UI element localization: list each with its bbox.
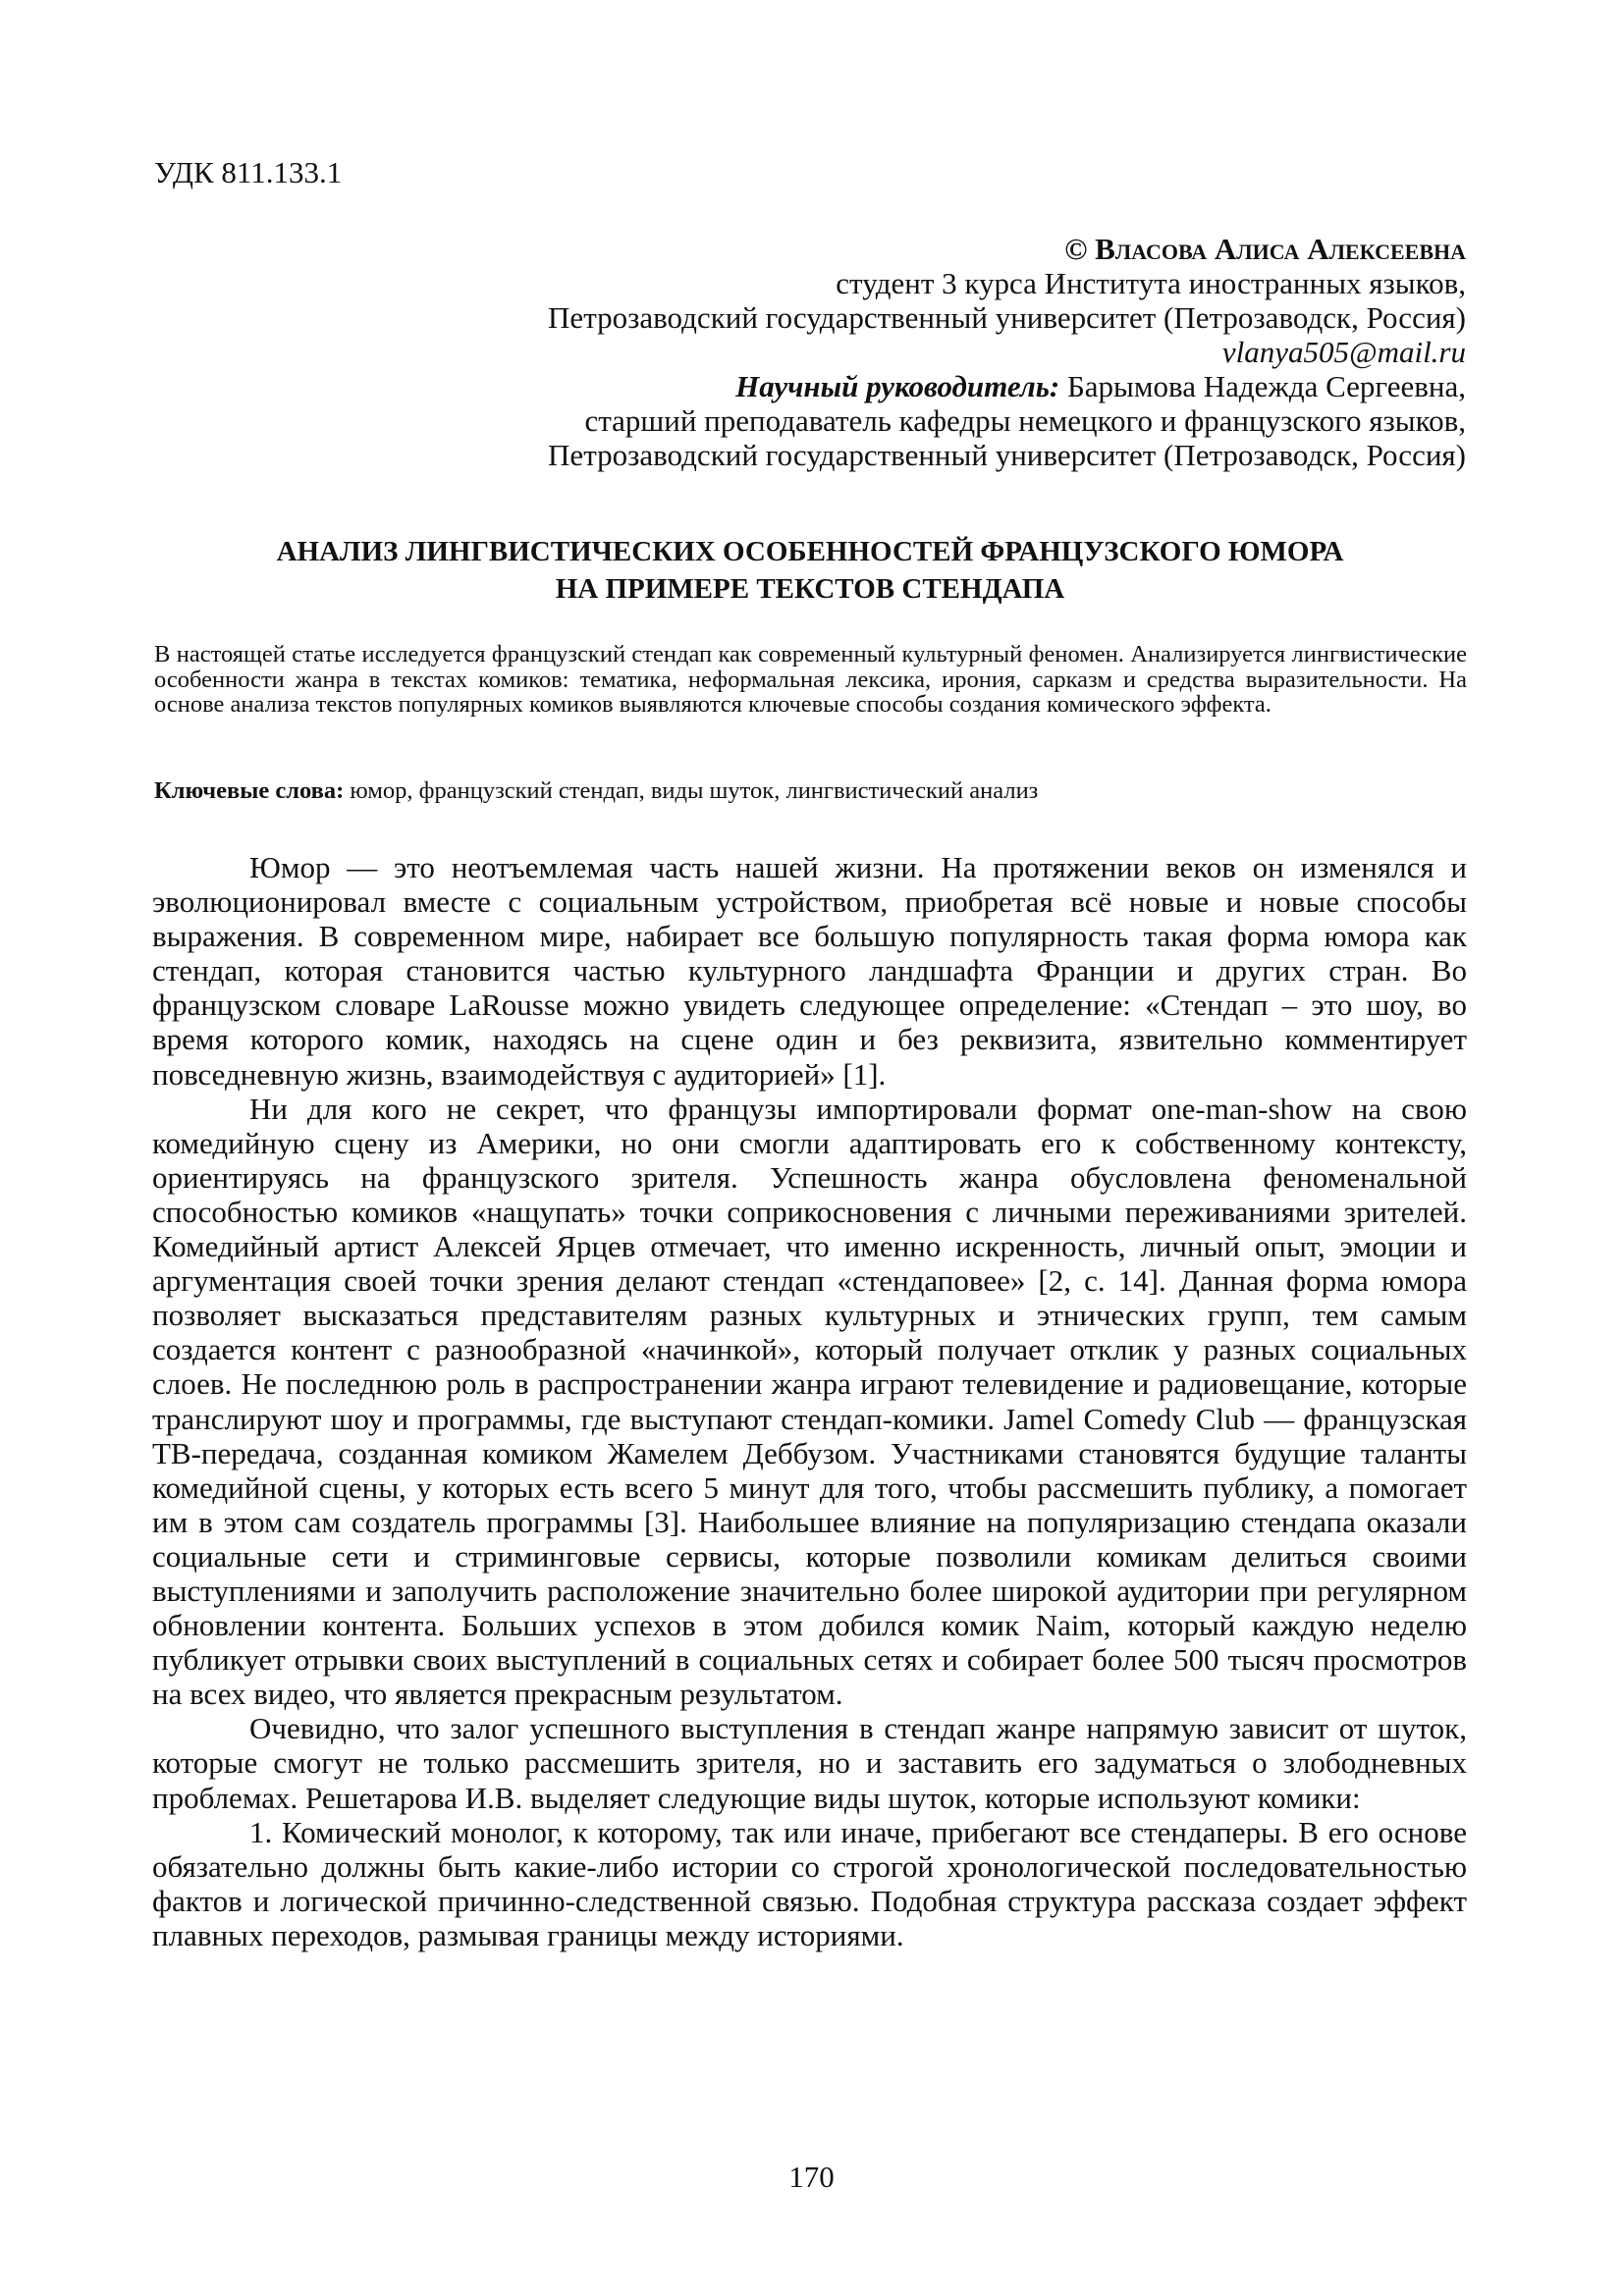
title-line-2: НА ПРИМЕРЕ ТЕКСТОВ СТЕНДАПА [555,573,1065,605]
body-list-item-1: 1. Комический монолог, к которому, так или иначе, прибегают все стендаперы. В его основе обязательно должны быть какие-либо истории со строгой хронологической последовательностью фактов и логической причинно-следственной связью. Подобная структура рассказа создает эффект плавных переходов, размывая границы между историями. [152,1814,1467,1952]
title-line-1: АНАЛИЗ ЛИНГВИСТИЧЕСКИХ ОСОБЕННОСТЕЙ ФРАНЦУЗСКОГО ЮМОРА [276,536,1344,567]
author-affiliation: Петрозаводский государственный университет (Петрозаводск, Россия) [548,300,1466,335]
author-position: студент 3 курса Института иностранных языков, [836,266,1466,300]
abstract: В настоящей статье исследуется французский стендап как современный культурный феномен. Анализируется лингвистические особенности жанра в текстах комиков: тематика, неформальная лексика, ирония, сарказм и средства выразительности. На основе анализа текстов популярных комиков выявляются ключевые способы создания комического эффекта. [154,641,1467,718]
body-paragraph-3: Очевидно, что залог успешного выступления в стендап жанре напрямую зависит от шуток, которые смогут не только рассмешить зрителя, но и заставить его задуматься о злободневных проблемах. Решетарова И.В. выделяет следующие виды шуток, которые используют комики: [152,1711,1467,1815]
author-block [288,232,1466,472]
supervisor-label: Научный руководитель: [735,369,1060,403]
keywords [154,778,1467,804]
supervisor-position: старший преподаватель кафедры немецкого и французского языков, [584,403,1466,438]
udk-code: УДК 811.133.1 [154,155,343,189]
keywords-label: Ключевые слова: [154,777,345,804]
keywords-list: юмор, французский стендап, виды шуток, лингвистический анализ [344,777,1039,804]
article-title [152,533,1468,608]
supervisor-affiliation: Петрозаводский государственный университет (Петрозаводск, Россия) [548,438,1466,472]
author-name: © Власова Алиса Алексеевна [1064,232,1466,266]
body-paragraph-1: Юмор — это неотъемлемая часть нашей жизни. На протяжении веков он изменялся и эволюционировал вместе с социальным устройством, приобретая всё новые и новые способы выражения. В современном мире, набирает все большую популярность такая форма юмора как стендап, которая становится частью культурного ландшафта Франции и других стран. Во французском словаре LaRousse можно увидеть следующее определение: «Стендап – это шоу, во время которого комик, находясь на сцене один и без реквизита, язвительно комментирует повседневную жизнь, взаимодействуя с аудиторией» [1]. [152,850,1467,1092]
body-paragraph-2: Ни для кого не секрет, что французы импортировали формат one-man-show на свою комедийную сцену из Америки, но они смогли адаптировать его к собственному контексту, ориентируясь на французского зрителя. Успешность жанра обусловлена феноменальной способностью комиков «нащупать» точки соприкосновения с личными переживаниями зрителей. Комедийный артист Алексей Ярцев отмечает, что именно искренность, личный опыт, эмоции и аргументация своей точки зрения делают стендап «стендаповее» [2, с. 14]. Данная форма юмора позволяет высказаться представителям разных культурных и этнических групп, тем самым создается контент с разнообразной «начинкой», который получает отклик у разных социальных слоев. Не последнюю роль в распространении жанра играют телевидение и радиовещание, которые транслируют шоу и программы, где выступают стендап-комики. Jamel Comedy Club — французская ТВ-передача, созданная комиком Жамелем Деббузом. Участниками становятся будущие таланты комедийной сцены, у которых есть всего 5 минут для того, чтобы рассмешить публику, а помогает им в этом сам создатель программы [3]. Наибольшее влияние на популяризацию стендапа оказали социальные сети и стриминговые сервисы, которые позволили комикам делиться своими выступлениями и заполучить расположение значительно более широкой аудитории при регулярном обновлении контента. Больших успехов в этом добился комик Naim, который каждую неделю публикует отрывки своих выступлений в социальных сетях и собирает более 500 тысяч просмотров на всех видео, что является прекрасным результатом. [152,1091,1467,1712]
page-number: 170 [788,2160,835,2194]
supervisor-name: Барымова Надежда Сергеевна, [1059,369,1466,403]
article-body [152,850,1467,1952]
author-email[interactable]: vlanya505@mail.ru [1221,335,1466,369]
supervisor-line [288,369,1466,403]
